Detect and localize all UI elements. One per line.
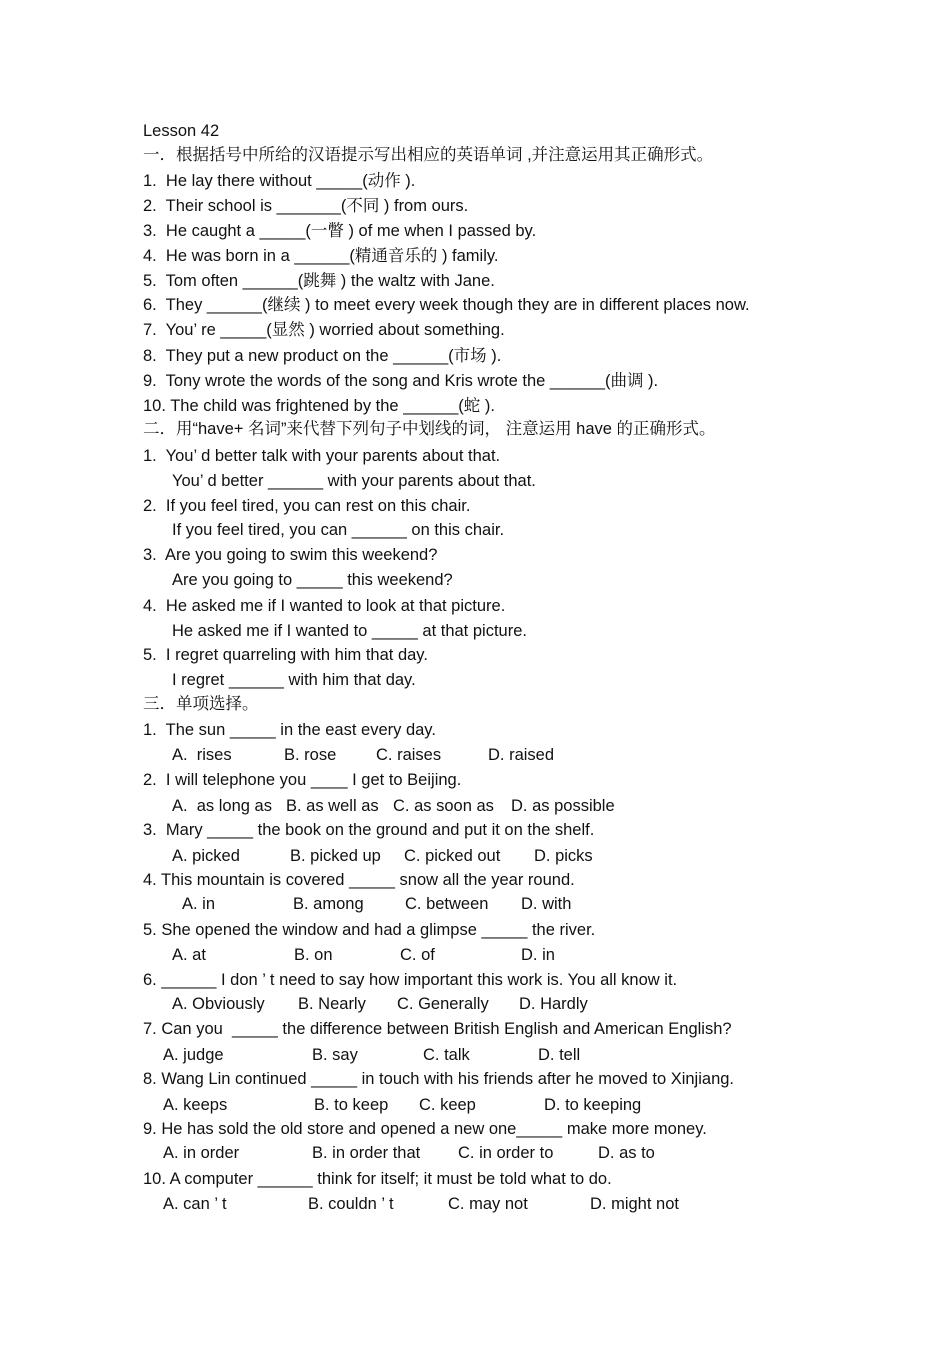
- mc-option: B. rose: [284, 746, 337, 764]
- mc-option: A. judge: [163, 1046, 224, 1064]
- mc-option: A. in: [182, 895, 216, 913]
- mc-option: B. in order that: [312, 1144, 421, 1162]
- part1-item: 8. They put a new product on the ______(市场 ).: [143, 347, 502, 365]
- mc-option: C. may not: [448, 1195, 528, 1213]
- mc-option: A. picked: [172, 847, 240, 865]
- mc-option: A. in order: [163, 1144, 240, 1162]
- part1-item: 5. Tom often ______(跳舞 ) the waltz with Jane.: [143, 272, 495, 290]
- mc-question: 5. She opened the window and had a glimpse _____ the river.: [143, 921, 596, 939]
- part2-question: 5. I regret quarreling with him that day.: [143, 646, 428, 664]
- part2-question: 4. He asked me if I wanted to look at that picture.: [143, 597, 506, 615]
- part1-item: 1. He lay there without _____(动作 ).: [143, 172, 416, 190]
- mc-option: B. as well as: [286, 797, 379, 815]
- mc-option: D. to keeping: [544, 1096, 642, 1114]
- mc-question: 8. Wang Lin continued _____ in touch with his friends after he moved to Xinjiang.: [143, 1070, 735, 1088]
- mc-option: D. picks: [534, 847, 593, 865]
- mc-option: A. as long as: [172, 797, 272, 815]
- mc-option: A. at: [172, 946, 206, 964]
- mc-option: D. as to: [598, 1144, 655, 1162]
- mc-option: B. on: [294, 946, 333, 964]
- mc-option: A. keeps: [163, 1096, 228, 1114]
- part2-answer: You’ d better ______ with your parents about that.: [172, 472, 536, 490]
- part2-question: 2. If you feel tired, you can rest on this chair.: [143, 497, 471, 515]
- part2-answer: If you feel tired, you can ______ on this chair.: [172, 521, 505, 539]
- mc-question: 10. A computer ______ think for itself; it must be told what to do.: [143, 1170, 612, 1188]
- mc-option: D. raised: [488, 746, 555, 764]
- mc-option: C. picked out: [404, 847, 501, 865]
- part1-item: 10. The child was frightened by the ______(蛇 ).: [143, 397, 495, 415]
- mc-option: B. to keep: [314, 1096, 389, 1114]
- mc-question: 9. He has sold the old store and opened a new one_____ make more money.: [143, 1120, 707, 1138]
- mc-question: 2. I will telephone you ____ I get to Beijing.: [143, 771, 462, 789]
- part2-question: 3. Are you going to swim this weekend?: [143, 546, 438, 564]
- part2-answer: I regret ______ with him that day.: [172, 671, 416, 689]
- part2-heading: 二．用“have+ 名词”来代替下列句子中划线的词， 注意运用 have 的正确形式。: [143, 420, 716, 438]
- part1-item: 7. You’ re _____(显然 ) worried about something.: [143, 321, 505, 339]
- mc-option: C. keep: [419, 1096, 476, 1114]
- mc-question: 3. Mary _____ the book on the ground and put it on the shelf.: [143, 821, 595, 839]
- mc-option: C. Generally: [397, 995, 489, 1013]
- mc-option: B. Nearly: [298, 995, 366, 1013]
- part1-heading: 一．根据括号中所给的汉语提示写出相应的英语单词 ,并注意运用其正确形式。: [143, 146, 714, 164]
- mc-option: C. between: [405, 895, 489, 913]
- mc-option: B. picked up: [290, 847, 381, 865]
- mc-option: C. in order to: [458, 1144, 554, 1162]
- mc-option: C. as soon as: [393, 797, 494, 815]
- mc-question: 6. ______ I don ’ t need to say how important this work is. You all know it.: [143, 971, 678, 989]
- mc-option: D. with: [521, 895, 572, 913]
- mc-option: A. can ’ t: [163, 1195, 227, 1213]
- part1-item: 9. Tony wrote the words of the song and Kris wrote the ______(曲调 ).: [143, 372, 659, 390]
- part1-item: 2. Their school is _______(不同 ) from ours.: [143, 197, 469, 215]
- mc-option: D. might not: [590, 1195, 679, 1213]
- part1-item: 3. He caught a _____(一瞥 ) of me when I passed by.: [143, 222, 537, 240]
- mc-option: C. talk: [423, 1046, 470, 1064]
- part2-answer: Are you going to _____ this weekend?: [172, 571, 453, 589]
- mc-option: C. of: [400, 946, 435, 964]
- mc-option: B. among: [293, 895, 364, 913]
- mc-option: D. tell: [538, 1046, 581, 1064]
- mc-option: B. couldn ’ t: [308, 1195, 394, 1213]
- part1-item: 6. They ______(继续 ) to meet every week though they are in different places now.: [143, 296, 750, 314]
- mc-question: 7. Can you _____ the difference between British English and American English?: [143, 1020, 732, 1038]
- mc-option: C. raises: [376, 746, 442, 764]
- part1-item: 4. He was born in a ______(精通音乐的 ) family.: [143, 247, 499, 265]
- mc-option: D. in: [521, 946, 555, 964]
- lesson-title: Lesson 42: [143, 122, 220, 140]
- part2-question: 1. You’ d better talk with your parents about that.: [143, 447, 501, 465]
- mc-question: 4. This mountain is covered _____ snow all the year round.: [143, 871, 575, 889]
- part3-heading: 三．单项选择。: [143, 695, 259, 713]
- mc-option: D. as possible: [511, 797, 615, 815]
- mc-option: A. rises: [172, 746, 232, 764]
- mc-question: 1. The sun _____ in the east every day.: [143, 721, 436, 739]
- mc-option: A. Obviously: [172, 995, 265, 1013]
- mc-option: D. Hardly: [519, 995, 588, 1013]
- mc-option: B. say: [312, 1046, 358, 1064]
- part2-answer: He asked me if I wanted to _____ at that picture.: [172, 622, 527, 640]
